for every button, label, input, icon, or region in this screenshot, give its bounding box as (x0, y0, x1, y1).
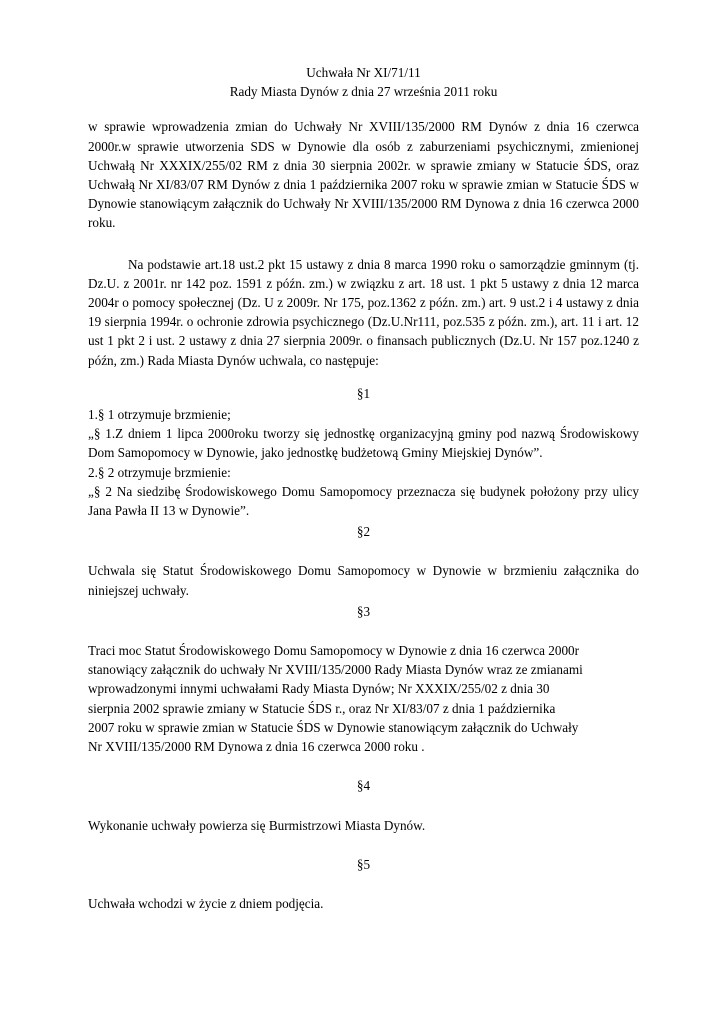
section-1-mark: §1 (356, 385, 371, 401)
section-3-line: 2007 roku w sprawie zmian w Statucie ŚDS w Dynowie stanowiącym załącznik do Uchwały (88, 719, 579, 735)
section-2-mark: §2 (356, 524, 371, 540)
section-3-text (88, 641, 639, 756)
section-3-line: Nr XVIII/135/2000 RM Dynowa z dnia 16 czerwca 2000 roku . (88, 739, 425, 755)
section-4-text: Wykonanie uchwały powierza się Burmistrzowi Miasta Dynów. (88, 817, 426, 833)
section-3-mark: §3 (356, 603, 371, 619)
section-3-line: stanowiący załącznik do uchwały Nr XVIII/135/2000 Rady Miasta Dynów wraz ze zmianami (88, 662, 583, 678)
section-3-line: wprowadzonymi innymi uchwałami Rady Miasta Dynów; Nr XXXIX/255/02 z dnia 30 (88, 681, 550, 697)
section-4-mark: §4 (356, 778, 371, 794)
section-3-line: sierpnia 2002 sprawie zmiany w Statucie ŚDS r., oraz Nr XI/83/07 z dnia 1 października (88, 700, 556, 716)
section-1-item-2-text: „§ 2 Na siedzibę Środowiskowego Domu Samopomocy przeznacza się budynek położony przy ulicy Jana Pawła II 13 w Dynowie”. (88, 483, 639, 519)
resolution-council-date: Rady Miasta Dynów z dnia 27 września 2011 roku (229, 84, 498, 100)
section-1-item-1-text: „§ 1.Z dniem 1 lipca 2000roku tworzy się jednostkę organizacyjną gminy pod nazwą Środowiskowy Dom Samopomocy w Dynowie, jako jednostkę budżetową Gminy Miejskiej Dynów”. (88, 426, 639, 461)
resolution-subject: w sprawie wprowadzenia zmian do Uchwały Nr XVIII/135/2000 RM Dynów z dnia 16 czerwca 2000r.w sprawie utworzenia SDS w Dynowie dla osób z zaburzeniami psychicznymi, zmienionej Uchwałą Nr XXXIX/255/02 RM z dnia 30 sierpnia 2002r. w sprawie zmiany w Statucie ŚDS, oraz Uchwałą Nr XI/83/07 RM Dynów z dnia 1 października 2007 roku w sprawie zmian w Statucie ŚDS w Dynowie stanowiącym załącznik do Uchwały Nr XVIII/135/2000 RM Dynowa z dnia 16 czerwca 2000 roku. (88, 119, 639, 231)
legal-basis-paragraph: Na podstawie art.18 ust.2 pkt 15 ustawy z dnia 8 marca 1990 roku o samorządzie gminnym (tj. Dz.U. z 2001r. nr 142 poz. 1591 z późn. zm.) w związku z art. 18 ust. 1 pkt 5 ustawy z dnia 12 marca 2004r o pomocy społecznej (Dz. U z 2009r. Nr 175, poz.1362 z późn. zm.) art. 9 ust.2 i 4 ustawy z dnia 19 sierpnia 1994r. o ochronie zdrowia psychicznego (Dz.U.Nr111, poz.535 z późn. zm.), art. 11 i art. 12 ust 1 pkt 2 i ust. 2 ustawy z dnia 27 sierpnia 2009r. o finansach publicznych (Dz.U. Nr 157 poz.1240 z późn, zm.) Rada Miasta Dynów uchwala, co następuje: (88, 256, 639, 368)
document-page (88, 63, 639, 913)
section-5-mark: §5 (356, 856, 371, 872)
section-5-text: Uchwała wchodzi w życie z dniem podjęcia. (88, 895, 324, 911)
section-1-item-2-label: 2.§ 2 otrzymuje brzmienie: (88, 464, 231, 480)
section-1-item-1-label: 1.§ 1 otrzymuje brzmienie; (88, 407, 231, 423)
resolution-header (88, 63, 639, 101)
resolution-number: Uchwała Nr XI/71/11 (306, 65, 421, 80)
section-3-line: Traci moc Statut Środowiskowego Domu Samopomocy w Dynowie z dnia 16 czerwca 2000r (88, 643, 580, 659)
section-2-text: Uchwala się Statut Środowiskowego Domu Samopomocy w Dynowie w brzmieniu załącznika do niniejszej uchwały. (88, 563, 639, 598)
